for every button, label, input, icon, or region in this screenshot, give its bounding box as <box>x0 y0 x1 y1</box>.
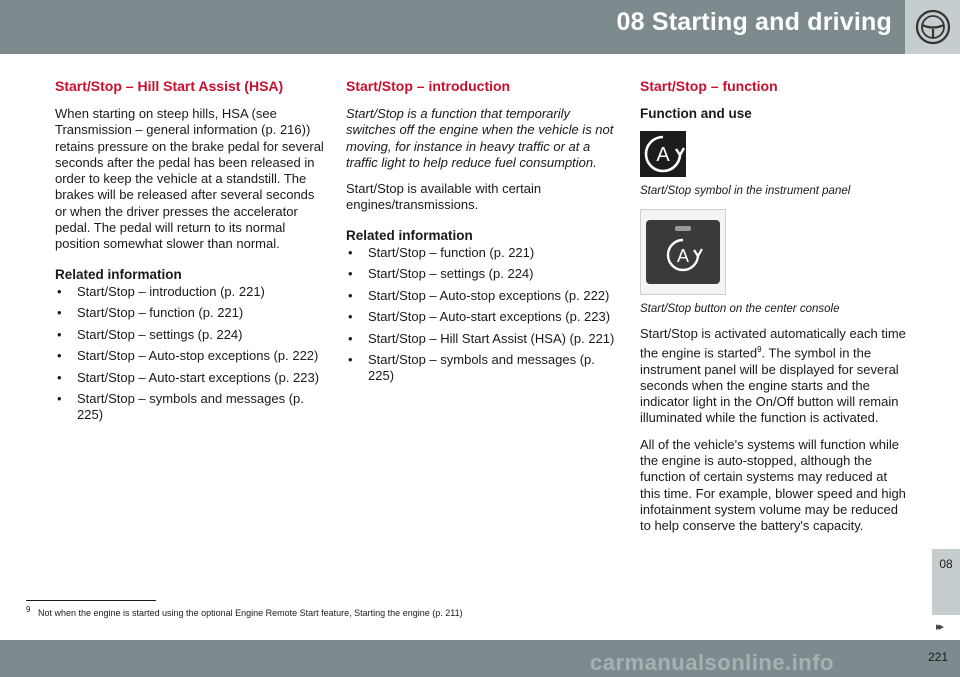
hsa-related-list <box>55 284 325 423</box>
related-link[interactable]: • Start/Stop – symbols and messages (p. 225) <box>348 352 595 383</box>
chapter-title: 08 Starting and driving <box>616 8 892 36</box>
bullet: • <box>57 283 62 299</box>
intro-related-list <box>346 245 618 384</box>
related-link[interactable]: • Start/Stop – settings (p. 224) <box>57 326 243 342</box>
related-link[interactable]: • Start/Stop – symbols and messages (p. 225) <box>57 391 304 422</box>
intro-lead: Start/Stop is a function that temporarily switches off the engine when the vehicle is not moving, for instance in heavy traffic or at a traffic light to help reduce fuel consumption. <box>346 106 614 170</box>
bullet: • <box>348 309 353 325</box>
bullet: • <box>57 326 62 342</box>
hsa-related-heading: Related information <box>55 266 182 282</box>
related-link[interactable]: • Start/Stop – Auto-start exceptions (p. 223) <box>348 309 611 325</box>
bullet: • <box>348 244 353 260</box>
bullet: • <box>348 266 353 282</box>
footnote-divider <box>26 600 156 601</box>
related-link[interactable]: • Start/Stop – Auto-stop exceptions (p. 222) <box>348 287 610 303</box>
next-page-arrows-icon[interactable]: ▸▸ <box>936 621 942 633</box>
auto-start-stop-icon <box>646 220 720 284</box>
column-hsa <box>55 78 325 428</box>
intro-title: Start/Stop – introduction <box>346 78 511 94</box>
intro-related-heading: Related information <box>346 227 473 243</box>
auto-start-stop-icon <box>640 131 686 177</box>
related-link[interactable]: • Start/Stop – function (p. 221) <box>348 244 535 260</box>
function-para-1: Start/Stop is activated automatically each time the engine is started$^9$. The symbol in the instrument panel will be displayed for several seconds when the engine starts and the indicator light in the On/Off button will remain illuminated while the function is activated. <box>640 325 906 426</box>
start-stop-symbol-image <box>640 131 686 177</box>
console-button <box>646 220 720 284</box>
bullet: • <box>57 369 62 385</box>
header-bar <box>0 0 960 54</box>
chapter-tab[interactable]: 08 <box>932 549 960 615</box>
bullet: • <box>57 305 62 321</box>
related-link[interactable]: • Start/Stop – Auto-stop exceptions (p. 222) <box>57 348 319 364</box>
related-link[interactable]: • Start/Stop – Hill Start Assist (HSA) (p. 221) <box>348 330 615 346</box>
steering-wheel-icon <box>913 7 953 47</box>
bullet: • <box>348 352 353 368</box>
footnote-ref: 9 <box>757 344 762 354</box>
intro-body: Start/Stop is available with certain engines/transmissions. <box>346 181 542 213</box>
column-function <box>640 78 906 544</box>
footer-bar <box>0 640 960 677</box>
bullet: • <box>57 348 62 364</box>
start-stop-button-image <box>640 209 726 295</box>
watermark: carmanualsonline.info <box>590 650 834 675</box>
chapter-icon-box <box>905 0 960 54</box>
related-link[interactable]: • Start/Stop – settings (p. 224) <box>348 266 534 282</box>
related-link[interactable]: • Start/Stop – Auto-start exceptions (p. 223) <box>57 369 320 385</box>
bullet: • <box>348 330 353 346</box>
bullet: • <box>57 391 62 407</box>
function-para-2: All of the vehicle's systems will function while the engine is auto-stopped, although the function of certain systems may reduced at this time. For example, blower speed and high infotainment system volume may be reduced to help conserve the battery's capacity. <box>640 436 906 534</box>
bullet: • <box>348 287 353 303</box>
related-link[interactable]: • Start/Stop – function (p. 221) <box>57 305 244 321</box>
hsa-title: Start/Stop – Hill Start Assist (HSA) <box>55 78 284 94</box>
symbol-caption: Start/Stop symbol in the instrument panel <box>640 185 851 197</box>
svg-text:A: A <box>656 144 670 166</box>
function-title: Start/Stop – function <box>640 78 778 94</box>
svg-text:A: A <box>676 246 690 267</box>
button-caption: Start/Stop button on the center console <box>640 303 840 316</box>
function-subtitle: Function and use <box>640 106 752 121</box>
footnote: $^9$ Not when the engine is started using the optional Engine Remote Start feature, Starting the engine (p. 211) <box>26 605 463 618</box>
column-introduction <box>346 78 618 389</box>
related-link[interactable]: • Start/Stop – introduction (p. 221) <box>57 283 265 299</box>
page-number: 221 <box>927 650 948 664</box>
hsa-body: When starting on steep hills, HSA (see Transmission – general information (p. 216)) retains pressure on the brake pedal for several seconds after the pedal has been released in order to keep the vehicle at a standstill. The brakes will be released after several seconds or when the driver presses the accelerator pedal. The pedal will return to its normal position somewhat slower than normal. <box>55 106 324 252</box>
